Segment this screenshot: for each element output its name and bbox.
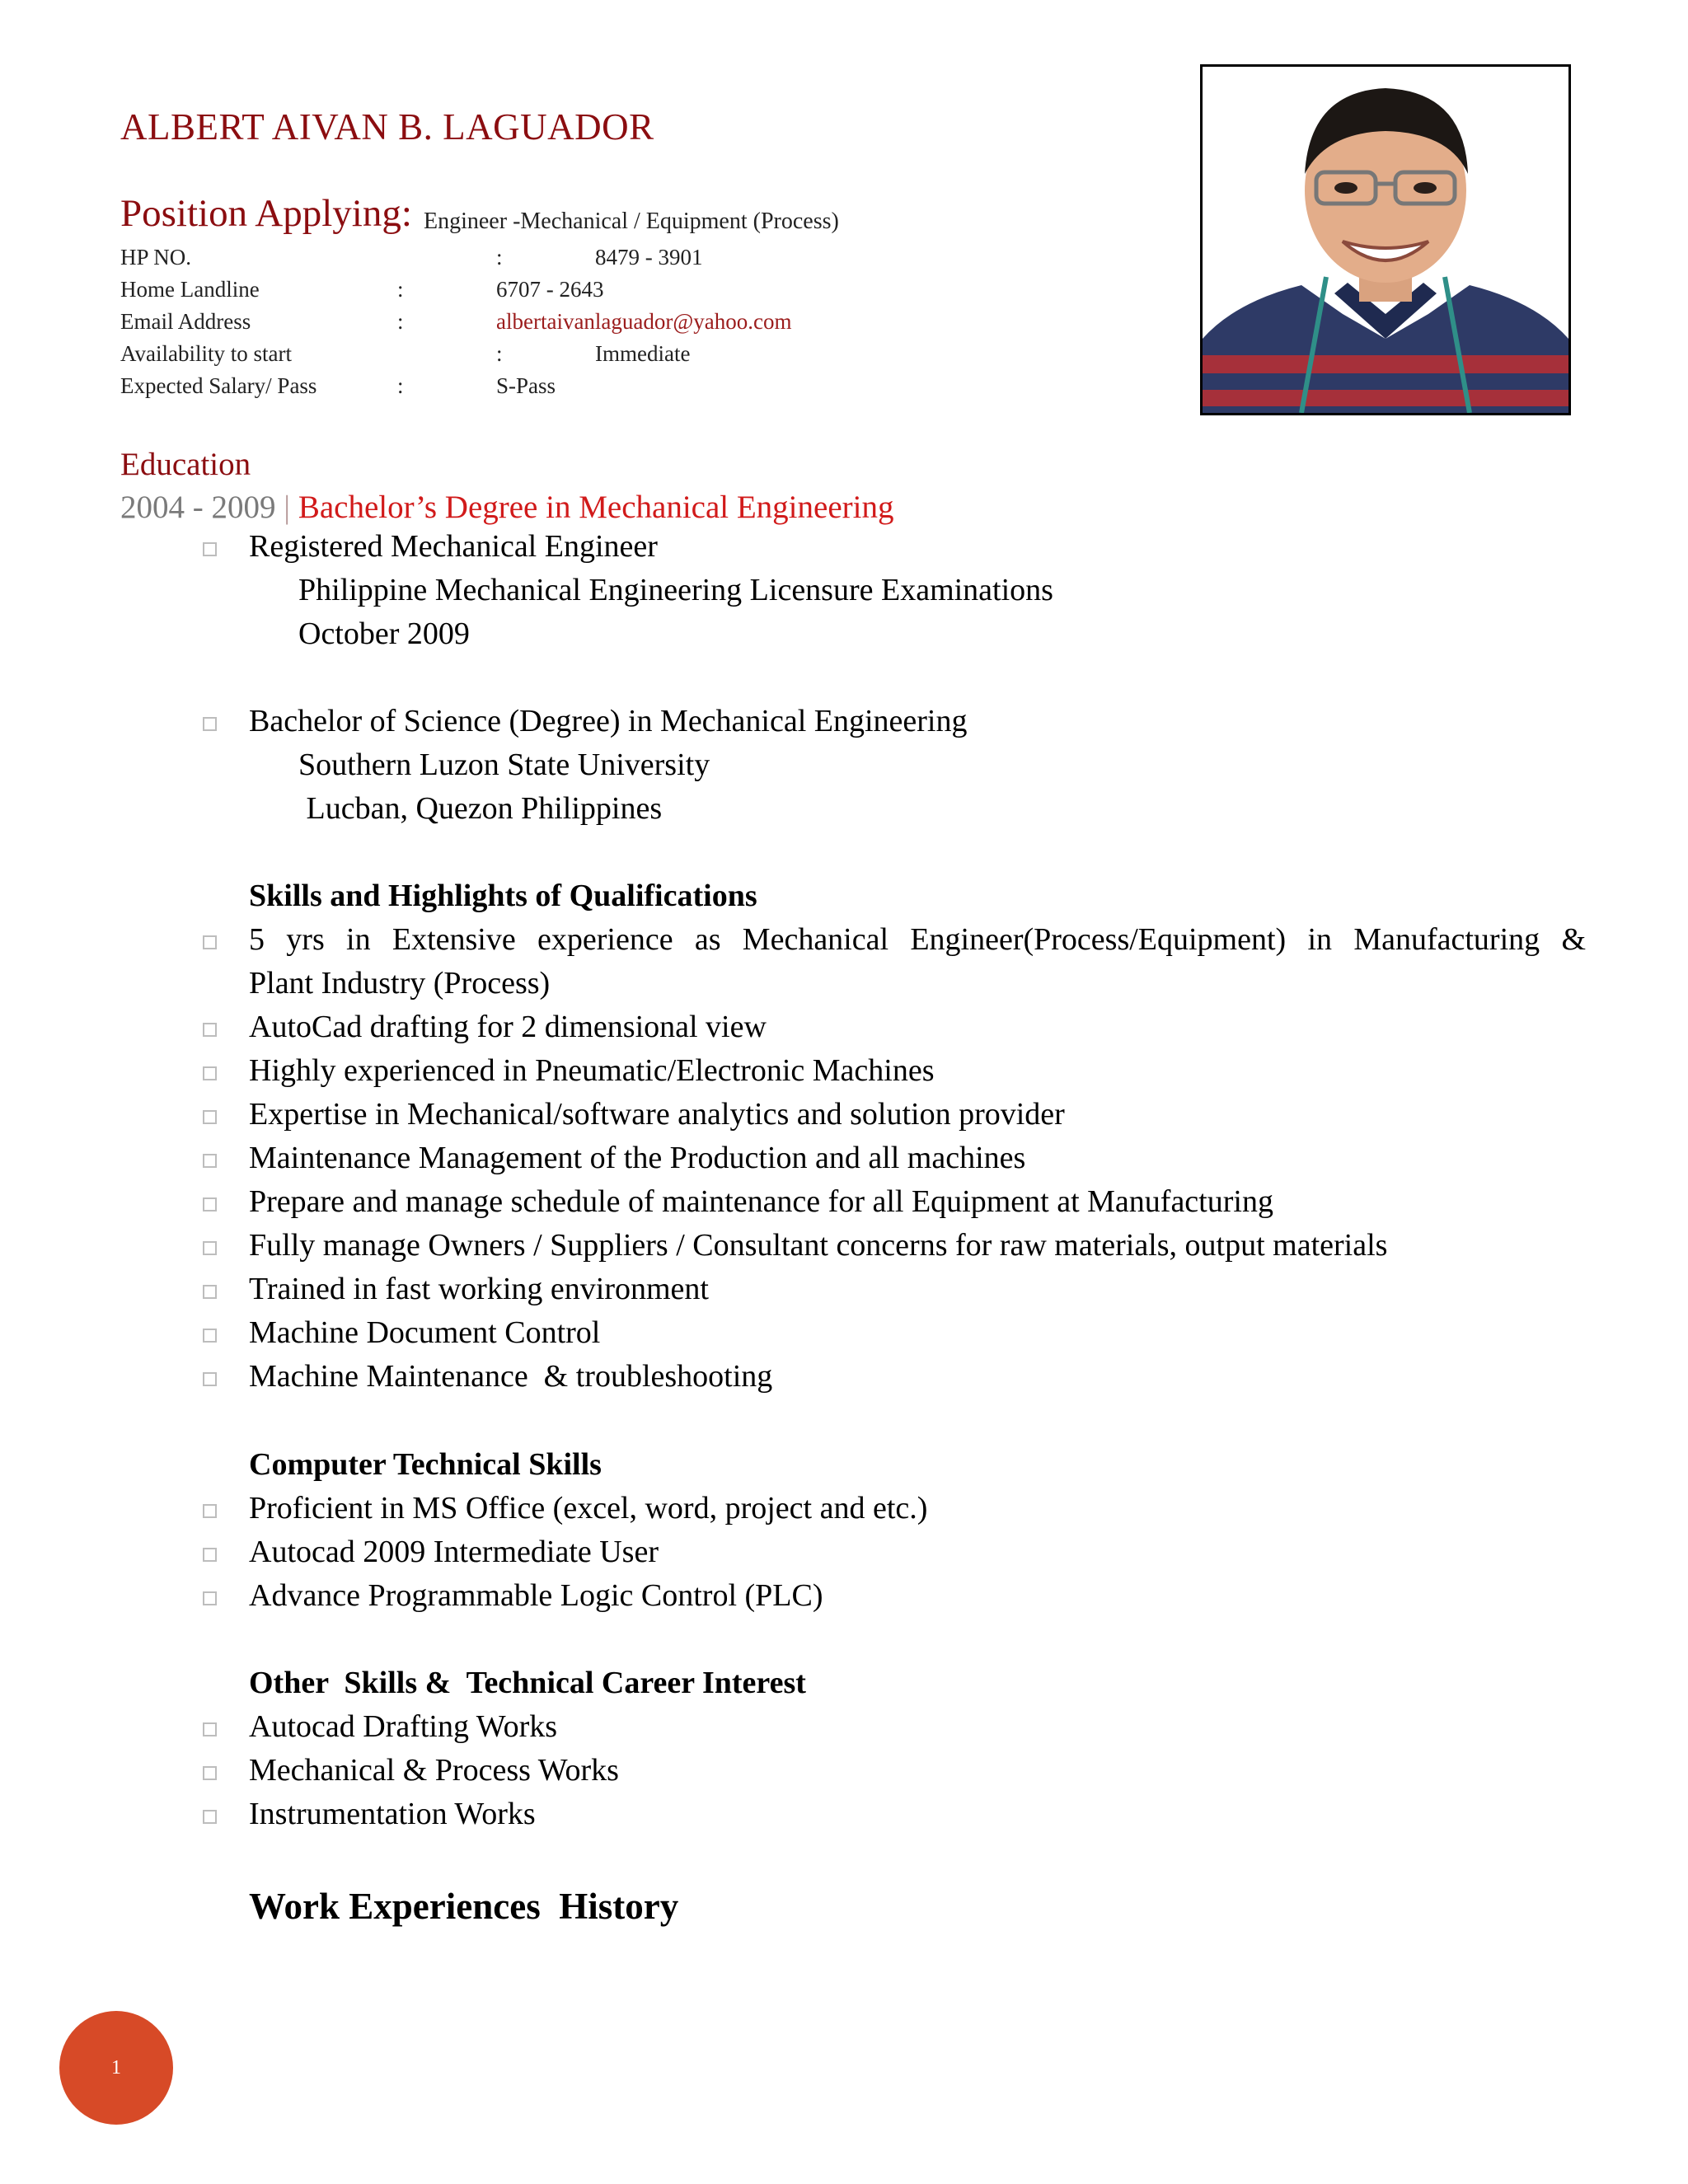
email-link[interactable]: albertaivanlaguador@yahoo.com xyxy=(496,309,792,334)
contact-label-email: Email Address xyxy=(120,309,251,334)
skills-item: Highly experienced in Pneumatic/Electronic Machines xyxy=(249,1053,935,1088)
education-degree: Bachelor’s Degree in Mechanical Engineering xyxy=(298,490,894,525)
bullet-checkbox-icon xyxy=(203,1591,217,1605)
skills-item: Machine Document Control xyxy=(249,1315,601,1350)
contact-sep-email: : xyxy=(397,309,404,334)
skills-item: Fully manage Owners / Suppliers / Consultant concerns for raw materials, output materials xyxy=(249,1228,1388,1263)
education-years: 2004 - 2009 xyxy=(120,490,276,525)
bullet-checkbox-icon xyxy=(203,1372,217,1386)
education-heading: Education xyxy=(120,447,251,482)
skills-item: 5 yrs in Extensive experience as Mechanical Engineer(Process/Equipment) in Manufacturing & xyxy=(249,922,1586,957)
bullet-checkbox-icon xyxy=(203,1197,217,1212)
profile-photo xyxy=(1200,64,1571,415)
position-label: Position Applying: xyxy=(120,192,412,235)
skills-heading: Skills and Highlights of Qualifications xyxy=(249,879,757,913)
bullet-checkbox-icon xyxy=(203,1329,217,1343)
bullet-checkbox-icon xyxy=(203,1241,217,1255)
education-separator: | xyxy=(284,490,291,525)
contact-value-salary: S-Pass xyxy=(496,373,556,398)
page-number-badge xyxy=(59,2011,173,2125)
education-item-detail: Southern Luzon State University xyxy=(298,748,710,782)
skills-item: AutoCad drafting for 2 dimensional view xyxy=(249,1010,767,1044)
bullet-checkbox-icon xyxy=(203,1810,217,1824)
contact-sep-landline: : xyxy=(397,277,404,302)
education-item-title: Registered Mechanical Engineer xyxy=(249,529,658,564)
contact-label-salary: Expected Salary/ Pass xyxy=(120,373,317,398)
bullet-checkbox-icon xyxy=(203,1023,217,1037)
computer-skills-heading: Computer Technical Skills xyxy=(249,1447,602,1482)
bullet-checkbox-icon xyxy=(203,1154,217,1168)
skills-item-continuation: Plant Industry (Process) xyxy=(249,966,551,1001)
contact-label-availability: Availability to start xyxy=(120,341,292,366)
computer-skill-item: Proficient in MS Office (excel, word, project and etc.) xyxy=(249,1491,928,1526)
computer-skill-item: Autocad 2009 Intermediate User xyxy=(249,1535,659,1569)
contact-label-hp: HP NO. xyxy=(120,245,192,269)
other-skill-item: Mechanical & Process Works xyxy=(249,1753,619,1788)
education-item-detail: Philippine Mechanical Engineering Licensure Examinations xyxy=(298,573,1053,607)
bullet-checkbox-icon xyxy=(203,1722,217,1736)
position-value: Engineer -Mechanical / Equipment (Process) xyxy=(424,209,839,234)
profile-photo-illustration xyxy=(1203,67,1568,413)
skills-item: Machine Maintenance & troubleshooting xyxy=(249,1359,773,1394)
bullet-checkbox-icon xyxy=(203,1110,217,1124)
work-history-heading: Work Experiences History xyxy=(249,1886,679,1927)
computer-skill-item: Advance Programmable Logic Control (PLC) xyxy=(249,1578,823,1613)
contact-label-landline: Home Landline xyxy=(120,277,260,302)
other-skill-item: Autocad Drafting Works xyxy=(249,1709,558,1744)
contact-value-landline: 6707 - 2643 xyxy=(496,277,604,302)
bullet-checkbox-icon xyxy=(203,935,217,949)
contact-value-availability: Immediate xyxy=(595,341,691,366)
contact-sep-salary: : xyxy=(397,373,404,398)
education-item-title: Bachelor of Science (Degree) in Mechanical Engineering xyxy=(249,704,968,738)
skills-item: Expertise in Mechanical/software analytics and solution provider xyxy=(249,1097,1065,1132)
skills-item: Maintenance Management of the Production and all machines xyxy=(249,1141,1026,1175)
skills-item: Prepare and manage schedule of maintenance for all Equipment at Manufacturing xyxy=(249,1184,1273,1219)
education-item-detail: Lucban, Quezon Philippines xyxy=(298,791,663,826)
contact-sep-hp: : xyxy=(496,245,503,269)
bullet-checkbox-icon xyxy=(203,1766,217,1780)
contact-sep-availability: : xyxy=(496,341,503,366)
bullet-checkbox-icon xyxy=(203,1285,217,1299)
bullet-checkbox-icon xyxy=(203,542,217,556)
skills-item: Trained in fast working environment xyxy=(249,1272,709,1306)
bullet-checkbox-icon xyxy=(203,1066,217,1080)
bullet-checkbox-icon xyxy=(203,1548,217,1562)
education-item-detail: October 2009 xyxy=(298,616,470,651)
other-skill-item: Instrumentation Works xyxy=(249,1797,536,1831)
education-summary xyxy=(120,489,893,526)
page-number: 1 xyxy=(111,2056,121,2079)
candidate-name: ALBERT AIVAN B. LAGUADOR xyxy=(120,106,654,148)
bullet-checkbox-icon xyxy=(203,717,217,731)
other-skills-heading: Other Skills & Technical Career Interest xyxy=(249,1666,806,1700)
contact-value-hp: 8479 - 3901 xyxy=(595,245,703,269)
bullet-checkbox-icon xyxy=(203,1504,217,1518)
